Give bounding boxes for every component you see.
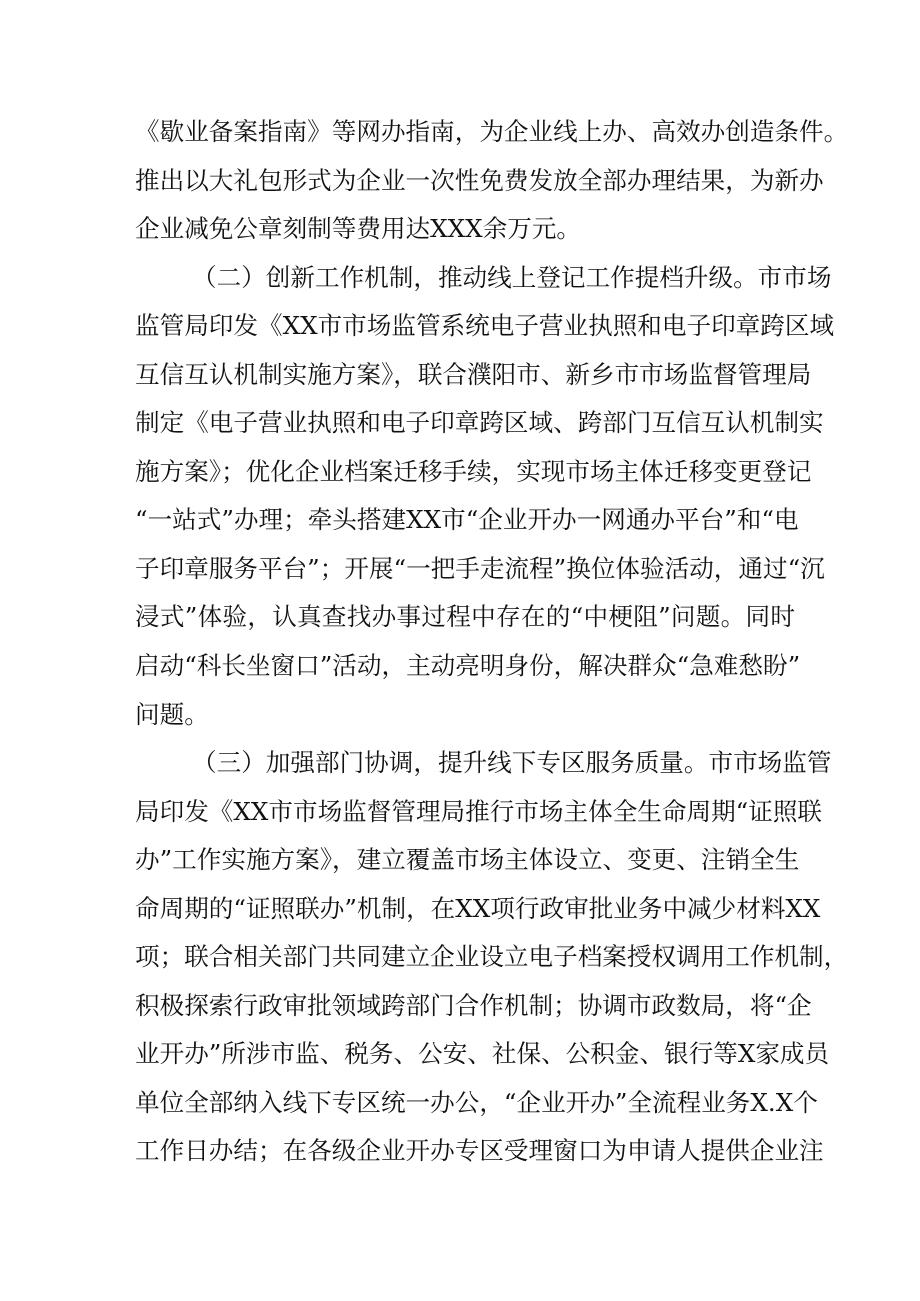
section-heading-line: （二）创新工作机制，推动线上登记工作提档升级。市市场	[192, 262, 832, 292]
text-line: 子印章服务平台”；开展“一把手走流程”换位体验活动，通过“沉	[135, 553, 825, 583]
text-line: 企业减免公章刻制等费用达XXX余万元。	[135, 214, 582, 244]
document-body	[135, 108, 849, 1176]
text-line: 办”工作实施方案》，建立覆盖市场主体设立、变更、注销全生	[135, 845, 800, 875]
text-line: 施方案》；优化企业档案迁移手续，实现市场主体迁移变更登记	[135, 456, 812, 486]
text-line: 工作日办结；在各级企业开办专区受理窗口为申请人提供企业注	[135, 1136, 824, 1166]
text-line: 积极探索行政审批领域跨部门合作机制；协调市政数局，将“企	[135, 990, 812, 1020]
text-line: 推出以大礼包形式为企业一次性免费发放全部办理结果，为新办	[135, 165, 824, 195]
text-line: 局印发《XX市市场监督管理局推行市场主体全生命周期“证照联	[135, 796, 823, 826]
text-line: 《歇业备案指南》等网办指南，为企业线上办、高效办创造条件。	[135, 117, 849, 146]
text-line: “一站式”办理；牵头搭建XX市“企业开办一网通办平台”和“电	[135, 505, 799, 535]
text-line: 业开办”所涉市监、税务、公安、社保、公积金、银行等X家成员	[135, 1039, 830, 1069]
text-line: 项；联合相关部门共同建立企业设立电子档案授权调用工作机制，	[135, 942, 849, 972]
text-line: 单位全部纳入线下专区统一办公，“企业开办”全流程业务X.X个	[135, 1087, 818, 1117]
text-line: 命周期的“证照联办”机制，在XX项行政审批业务中减少材料XX	[135, 893, 821, 923]
text-line: 制定《电子营业执照和电子印章跨区域、跨部门互信互认机制实	[135, 408, 824, 438]
text-line: 互信互认机制实施方案》，联合濮阳市、新乡市市场监督管理局	[135, 359, 812, 389]
text-line: 监管局印发《XX市市场监管系统电子营业执照和电子印章跨区域	[135, 311, 835, 341]
text-line: 问题。	[135, 699, 209, 729]
section-heading-line: （三）加强部门协调，提升线下专区服务质量。市市场监管	[192, 748, 832, 778]
text-line: 浸式”体验，认真查找办事过程中存在的“中梗阻”问题。同时	[135, 602, 795, 632]
text-line: 启动“科长坐窗口”活动，主动亮明身份，解决群众“急难愁盼”	[135, 651, 801, 681]
